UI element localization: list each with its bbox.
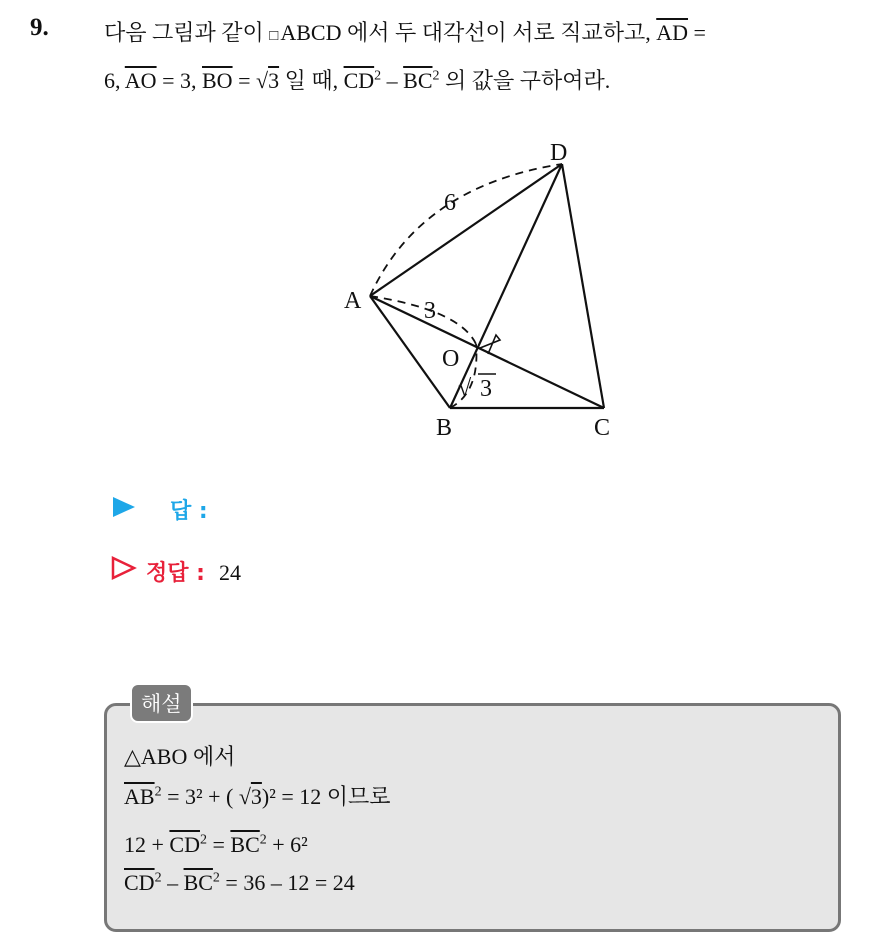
question-line-1: 다음 그림과 같이 □ABCD 에서 두 대각선이 서로 직교하고, $\overline{AD}$ = (104, 20, 706, 45)
solution-line-4: $\overline{CD}^2 - \overline{BC}^2 = 36 - 12 = 24$ (124, 870, 355, 895)
label-D: D (550, 140, 568, 166)
diagonal-BD (450, 164, 562, 408)
correct-answer-row (110, 556, 241, 587)
correct-answer-value: 24 (218, 560, 241, 585)
question-number: 9. (30, 14, 49, 41)
question-line-2: 6, $\overline{AO} = 3$, $\overline{BO} = √3$ 일 때, $\overline{CD}^2 - \overline{BC}^2$ 의 값을 구하여라. (104, 68, 611, 93)
label-O: O (442, 346, 460, 372)
solution-line-3: $12 + \overline{CD}^2 = \overline{BC}^2 + 6^2$ (124, 832, 308, 857)
answer-label: 답 : (170, 499, 208, 524)
solution-box (104, 703, 841, 932)
solution-tag: 해설 (130, 683, 193, 723)
side-DC (562, 164, 604, 408)
quadrilateral-icon: □ (269, 28, 279, 44)
solution-line-1: △ABO 에서 (124, 744, 236, 769)
geometry-figure (330, 130, 650, 450)
answer-row (110, 494, 208, 525)
length-AO: 3 (424, 298, 436, 324)
length-BO-sign: √ (458, 376, 472, 402)
length-AD: 6 (444, 190, 456, 216)
label-C: C (594, 415, 611, 441)
label-B: B (436, 415, 453, 441)
answer-triangle-icon (110, 496, 138, 518)
solution-line-2: $\overline{AB}^2 = 3^2$ + ( √3)² = 12 이므로 (124, 784, 391, 809)
length-BO-value: 3 (480, 376, 492, 402)
label-A: A (344, 288, 362, 314)
side-BA (370, 296, 450, 408)
correct-triangle-icon (110, 556, 138, 580)
side-AD (370, 164, 562, 296)
correct-answer-label: 정답 : (146, 561, 205, 586)
